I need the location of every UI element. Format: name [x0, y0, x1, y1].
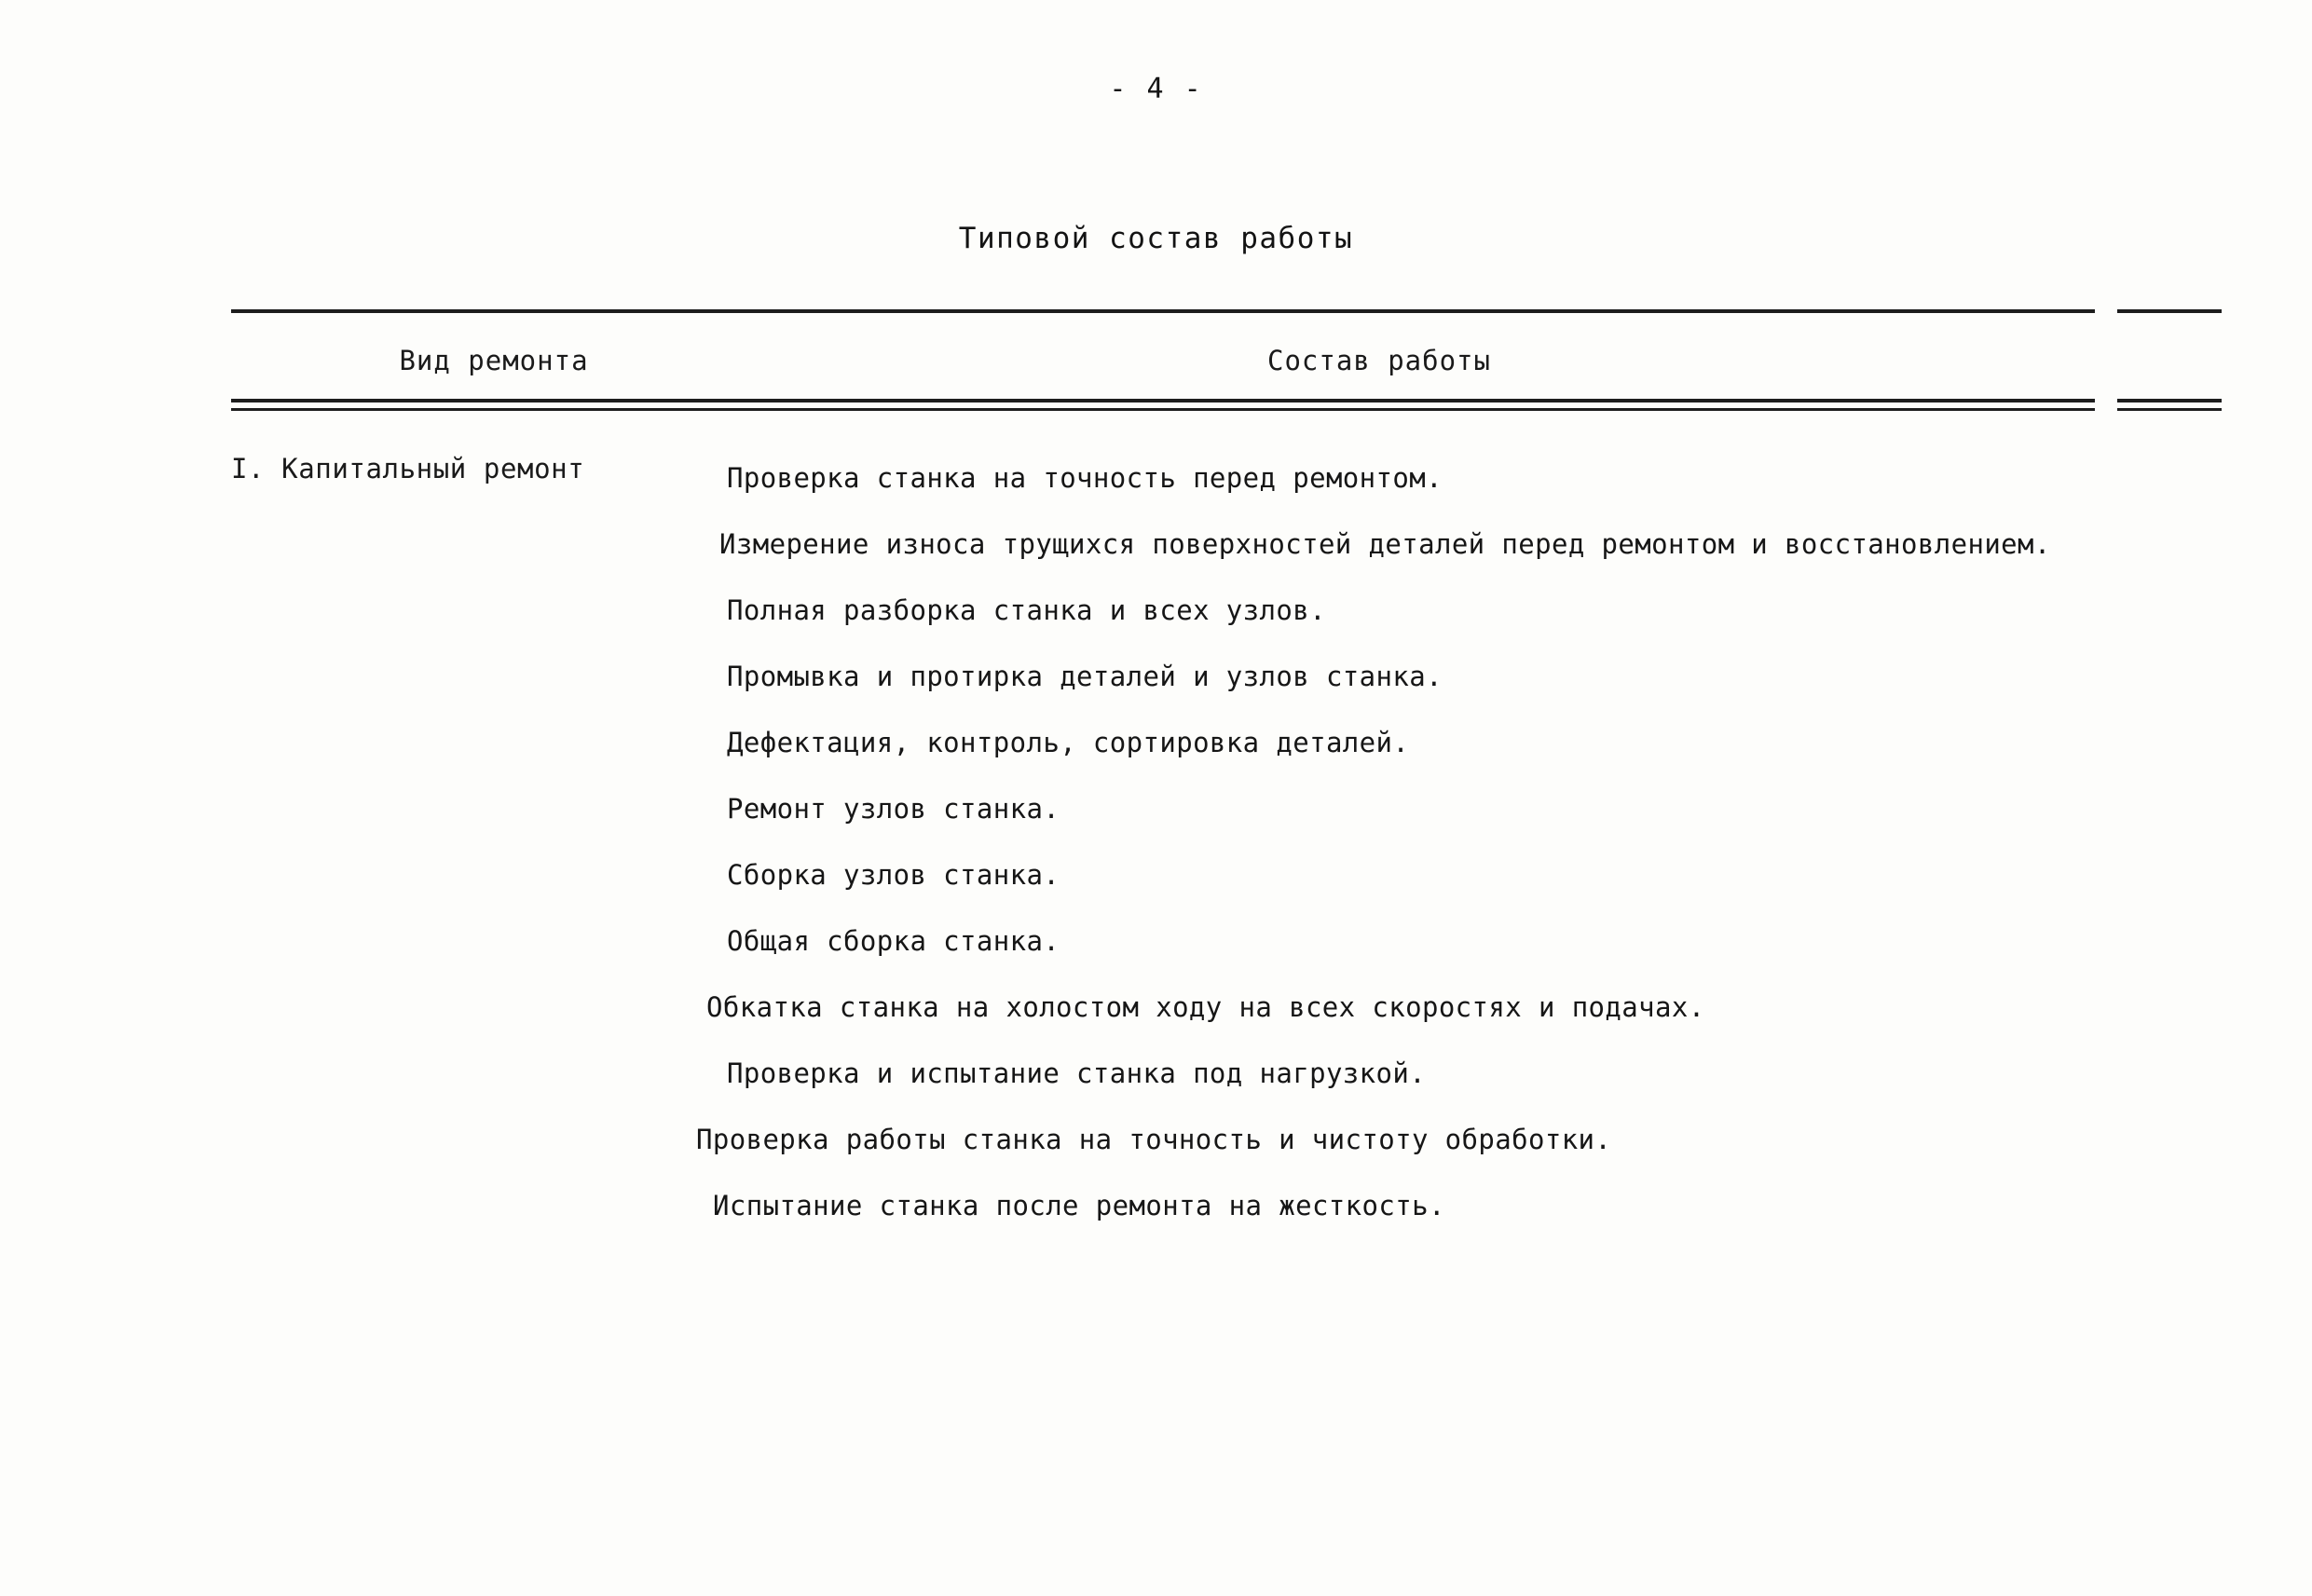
list-item: Испытание станка после ремонта на жесткость. [713, 1190, 1445, 1221]
list-item: Проверка работы станка на точность и чистоту обработки. [696, 1124, 1612, 1155]
column-header-repair-type: Вид ремонта [399, 345, 589, 376]
page-number: - 4 - [1109, 73, 1203, 105]
table-top-rule [231, 309, 2095, 313]
list-item: Проверка станка на точность перед ремонтом. [727, 462, 1443, 494]
list-item: Измерение износа трущихся поверхностей деталей перед ремонтом и восстановлением. [719, 528, 2051, 560]
list-item: Проверка и испытание станка под нагрузкой. [727, 1057, 1427, 1089]
table-header-rule-second-tail [2117, 408, 2222, 411]
table-header-rule-second [231, 408, 2095, 411]
table-header-rule [231, 399, 2095, 402]
list-item: Промывка и протирка деталей и узлов станка. [727, 661, 1443, 692]
work-list [696, 445, 2181, 1239]
list-item: Общая сборка станка. [727, 925, 1060, 957]
column-header-work-content: Состав работы [1267, 345, 1491, 376]
list-item: Ремонт узлов станка. [727, 793, 1060, 825]
list-item: Полная разборка станка и всех узлов. [727, 594, 1326, 626]
table-row-repair-type: I. Капитальный ремонт [231, 453, 585, 484]
table-top-rule-tail [2117, 309, 2222, 313]
list-item: Дефектация, контроль, сортировка деталей. [727, 727, 1410, 758]
table-header-rule-tail [2117, 399, 2222, 402]
list-item: Сборка узлов станка. [727, 859, 1060, 891]
page-title: Типовой состав работы [958, 222, 1354, 255]
list-item: Обкатка станка на холостом ходу на всех скоростях и подачах. [706, 991, 1705, 1023]
